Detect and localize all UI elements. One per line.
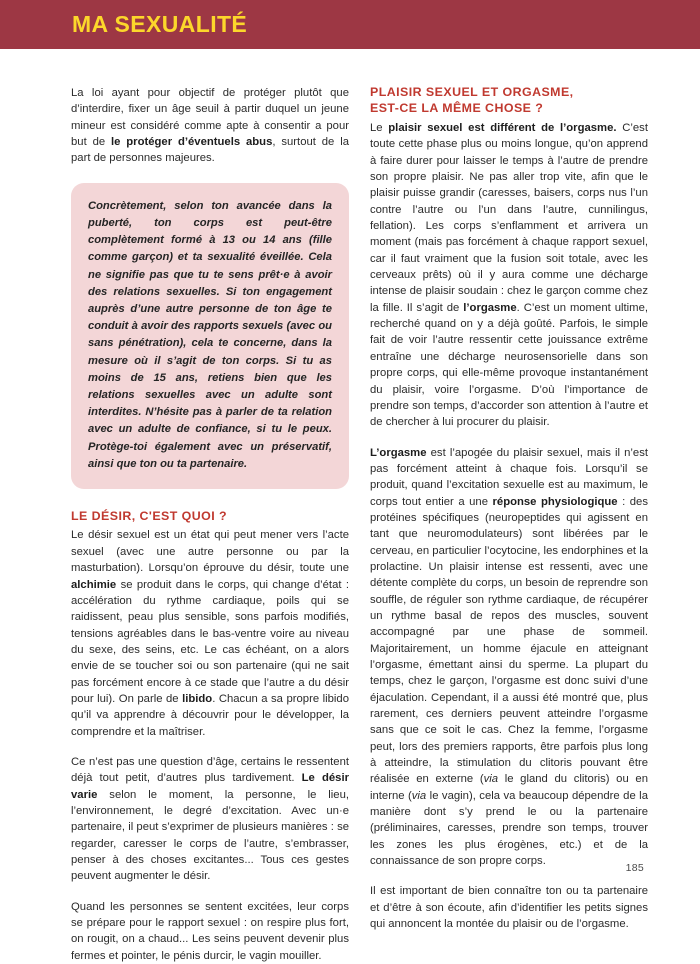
pleasure-p2-part4: le vagin), cela va beaucoup dépendre de la manière dont s’y prend le ou la partenaire (préliminaires, caresses, prendre son temps, trouver les zones les plus érogènes, etc.) et de la connaissance de son propre corps. xyxy=(370,789,648,868)
desire-p1-part3: . Chacun a sa propre libido qu’il va apprendre à découvrir pour le développer, la comprendre et la maîtriser. xyxy=(71,692,349,738)
page-content xyxy=(0,49,700,962)
pleasure-p2-bold-lorgasme: L’orgasme xyxy=(370,446,427,459)
intro-paragraph xyxy=(71,85,349,167)
pleasure-p1-part1: Le xyxy=(370,122,389,134)
heading-plaisir-line1: PLAISIR SEXUEL ET ORGASME, xyxy=(370,85,574,99)
desire-p1-bold-libido: libido xyxy=(182,692,213,705)
pleasure-paragraph-3: Il est important de bien connaître ton ou ta partenaire et d’être à son écoute, afin d’identifier les petits signes qui annoncent la montée du plaisir ou de l’orgasme. xyxy=(370,885,648,931)
page-header-band xyxy=(0,0,700,49)
pink-callout-box xyxy=(71,183,349,489)
pleasure-paragraph-1 xyxy=(370,120,648,431)
desire-p2-part1: Ce n’est pas une question d’âge, certains le ressentent déjà tout petit, d’autres plus tardivement. xyxy=(71,755,349,785)
pleasure-p2-bold-reponse: réponse physiologique xyxy=(492,495,618,508)
heading-plaisir-line2: EST-CE LA MÊME CHOSE ? xyxy=(370,100,544,115)
desire-p2-bold-varie: Le désir varie xyxy=(71,772,349,801)
pleasure-p2-part2: : des protéines spécifiques (neuropeptides qui agissent en tant que neuromodulateurs) sont libérées par le cerveau, en particulier l’ocytocine, les endorphines et la prolactine. Un plaisir intense est ressenti, avec une détente complète du corps, un besoin de reprendre son souffle, de réguler son rythme cardiaque, de récupérer un rythme basal de repos des muscles, souvent accompagné par une phase de sommeil. Majoritairement, un homme éjacule en atteignant l’orgasme, émettant ainsi du sperme. La plupart du temps, chez le garçon, l’orgasme est donc suivi d’une éjaculation. Cependant, il a aussi été montré que, plus rarement, ces derniers peuvent atteindre l’orgasme sans que ce soit le cas. Chez la femme, l’orgasme peut, lors des premiers rapports, être parfois plus long à atteindre, la stimulation du clitoris pouvant être réalisée en externe ( xyxy=(370,495,648,786)
desire-p1-part2: se produit dans le corps, qui change d’état : accélération du rythme cardiaque, poils qui se raidissent, peau plus sensible, sons parfois modifiés, tensions agréables dans le bas-ventre voire au niveau du sexe, des seins, etc. Le cas échéant, on a alors envie de se toucher soi ou son partenaire (qui ne sait pas forcément encore à ce stade que l’autre a du désir pour lui). On parle de xyxy=(71,578,349,705)
pleasure-p2-part3: le gland du clitoris) ou en interne ( xyxy=(370,773,648,802)
desire-p1-bold-alchimie: alchimie xyxy=(71,578,117,591)
pleasure-p1-bold-different: plaisir sexuel est différent de l’orgasme. xyxy=(388,122,617,134)
right-column xyxy=(370,85,648,933)
desire-p1-part1: Le désir sexuel est un état qui peut mener vers l’acte sexuel (avec une autre personne ou par la masturbation). Lorsqu’on éprouve du désir, toute une xyxy=(71,529,349,575)
pleasure-p2-italic-via-2: via xyxy=(411,789,427,802)
left-column xyxy=(71,85,349,964)
intro-text-part1: La loi ayant pour objectif de protéger plutôt que d’interdire, fixer un âge seuil à partir duquel un jeune mineur est considéré comme apte à consentir a pour but de xyxy=(71,87,349,149)
pleasure-paragraph-2 xyxy=(370,445,648,870)
page-number: 185 xyxy=(625,862,644,874)
intro-bold-protect: le protéger d’éventuels abus xyxy=(111,136,273,149)
intro-text-part2: , surtout de la part de personnes majeures. xyxy=(71,136,349,165)
pleasure-p2-part1: est l’apogée du plaisir sexuel, mais il n’est pas forcément atteint à chaque fois. Lorsqu’il se produit, quand l’excitation sexuelle est au maximum, le corps tout entier a une xyxy=(370,446,648,508)
desire-paragraph-1 xyxy=(71,527,349,739)
pleasure-p1-part3: . C’est un moment ultime, recherché quand on y a déjà goûté. Parfois, le simple fait de voir l’autre ressentir cette jouissance extrême entraîne une décharge neurosensorielle dans son propre corps, qui elle-même provoque instantanément du plaisir, voire l’orgasme. D’où l’importance de prendre son temps, d’accorder son attention à l’autre et de chercher à lui procurer du plaisir. xyxy=(370,301,648,429)
pleasure-p2-italic-via-1: via xyxy=(483,773,499,786)
desire-p2-part2: selon le moment, la personne, le lieu, l’environnement, le degré d’excitation. Avec un·e partenaire, il peut s’exprimer de plusieurs manières : se regarder, caresser le corps de l’autre, s’embrasser, penser à des choses excitantes... Tous ces gestes peuvent augmenter le désir. xyxy=(71,788,349,883)
pleasure-p1-part2: C’est toute cette phase plus ou moins longue, qu’on apprend à faire durer pour laisser le temps à l’autre de prendre son propre plaisir. Ne pas aller trop vite, afin que le plaisir puisse grandir (caresses, baisers, corps nus l’un contre l’autre ou l’un dans l’autre, cunnilingus, fellation). Les corps s’enflamment et arrivera un moment (mais pas forcément à chaque rapport sexuel, car il faut vraiment que la fusion soit totale, avec les cerveaux prêts) où il y aura comme une décharge intense de plaisir soudain : chez le garçon comme chez la fille. Il s’agit de xyxy=(370,122,648,314)
page-title: MA SEXUALITÉ xyxy=(72,11,248,37)
pleasure-p1-bold-orgasme: l’orgasme xyxy=(463,301,517,314)
heading-le-desir: LE DÉSIR, C'EST QUOI ? xyxy=(71,508,228,523)
desire-paragraph-3: Quand les personnes se sentent excitées, leur corps se prépare pour le rapport sexuel : on respire plus fort, on rougit, on a chaud... Les seins peuvent devenir plus fermes et pointer, le pénis durcir, le vagin mouiller. xyxy=(71,900,349,962)
desire-paragraph-2 xyxy=(71,754,349,885)
callout-text: Concrètement, selon ton avancée dans la puberté, ton corps est peut-être complètement formé à 13 ou 14 ans (fille comme garçon) et ta sexualité éveillée. Cela ne signifie pas que tu te sens prêt·e à avoir des relations sexuelles. Si ton engagement auprès d’une autre personne de ton âge te conduit à avoir des rapports sexuels (avec ou sans pénétration), cela te concerne, dans la mesure où il s’agit de ton corps. Si tu as moins de 15 ans, retiens bien que les relations sexuelles avec un adulte sont interdites. N’hésite pas à parler de ta relation avec un adulte de confiance, si tu le peux. Protège-toi également avec un préservatif, ainsi que ton ou ta partenaire. xyxy=(88,199,332,470)
heading-plaisir-sexuel xyxy=(370,85,648,116)
